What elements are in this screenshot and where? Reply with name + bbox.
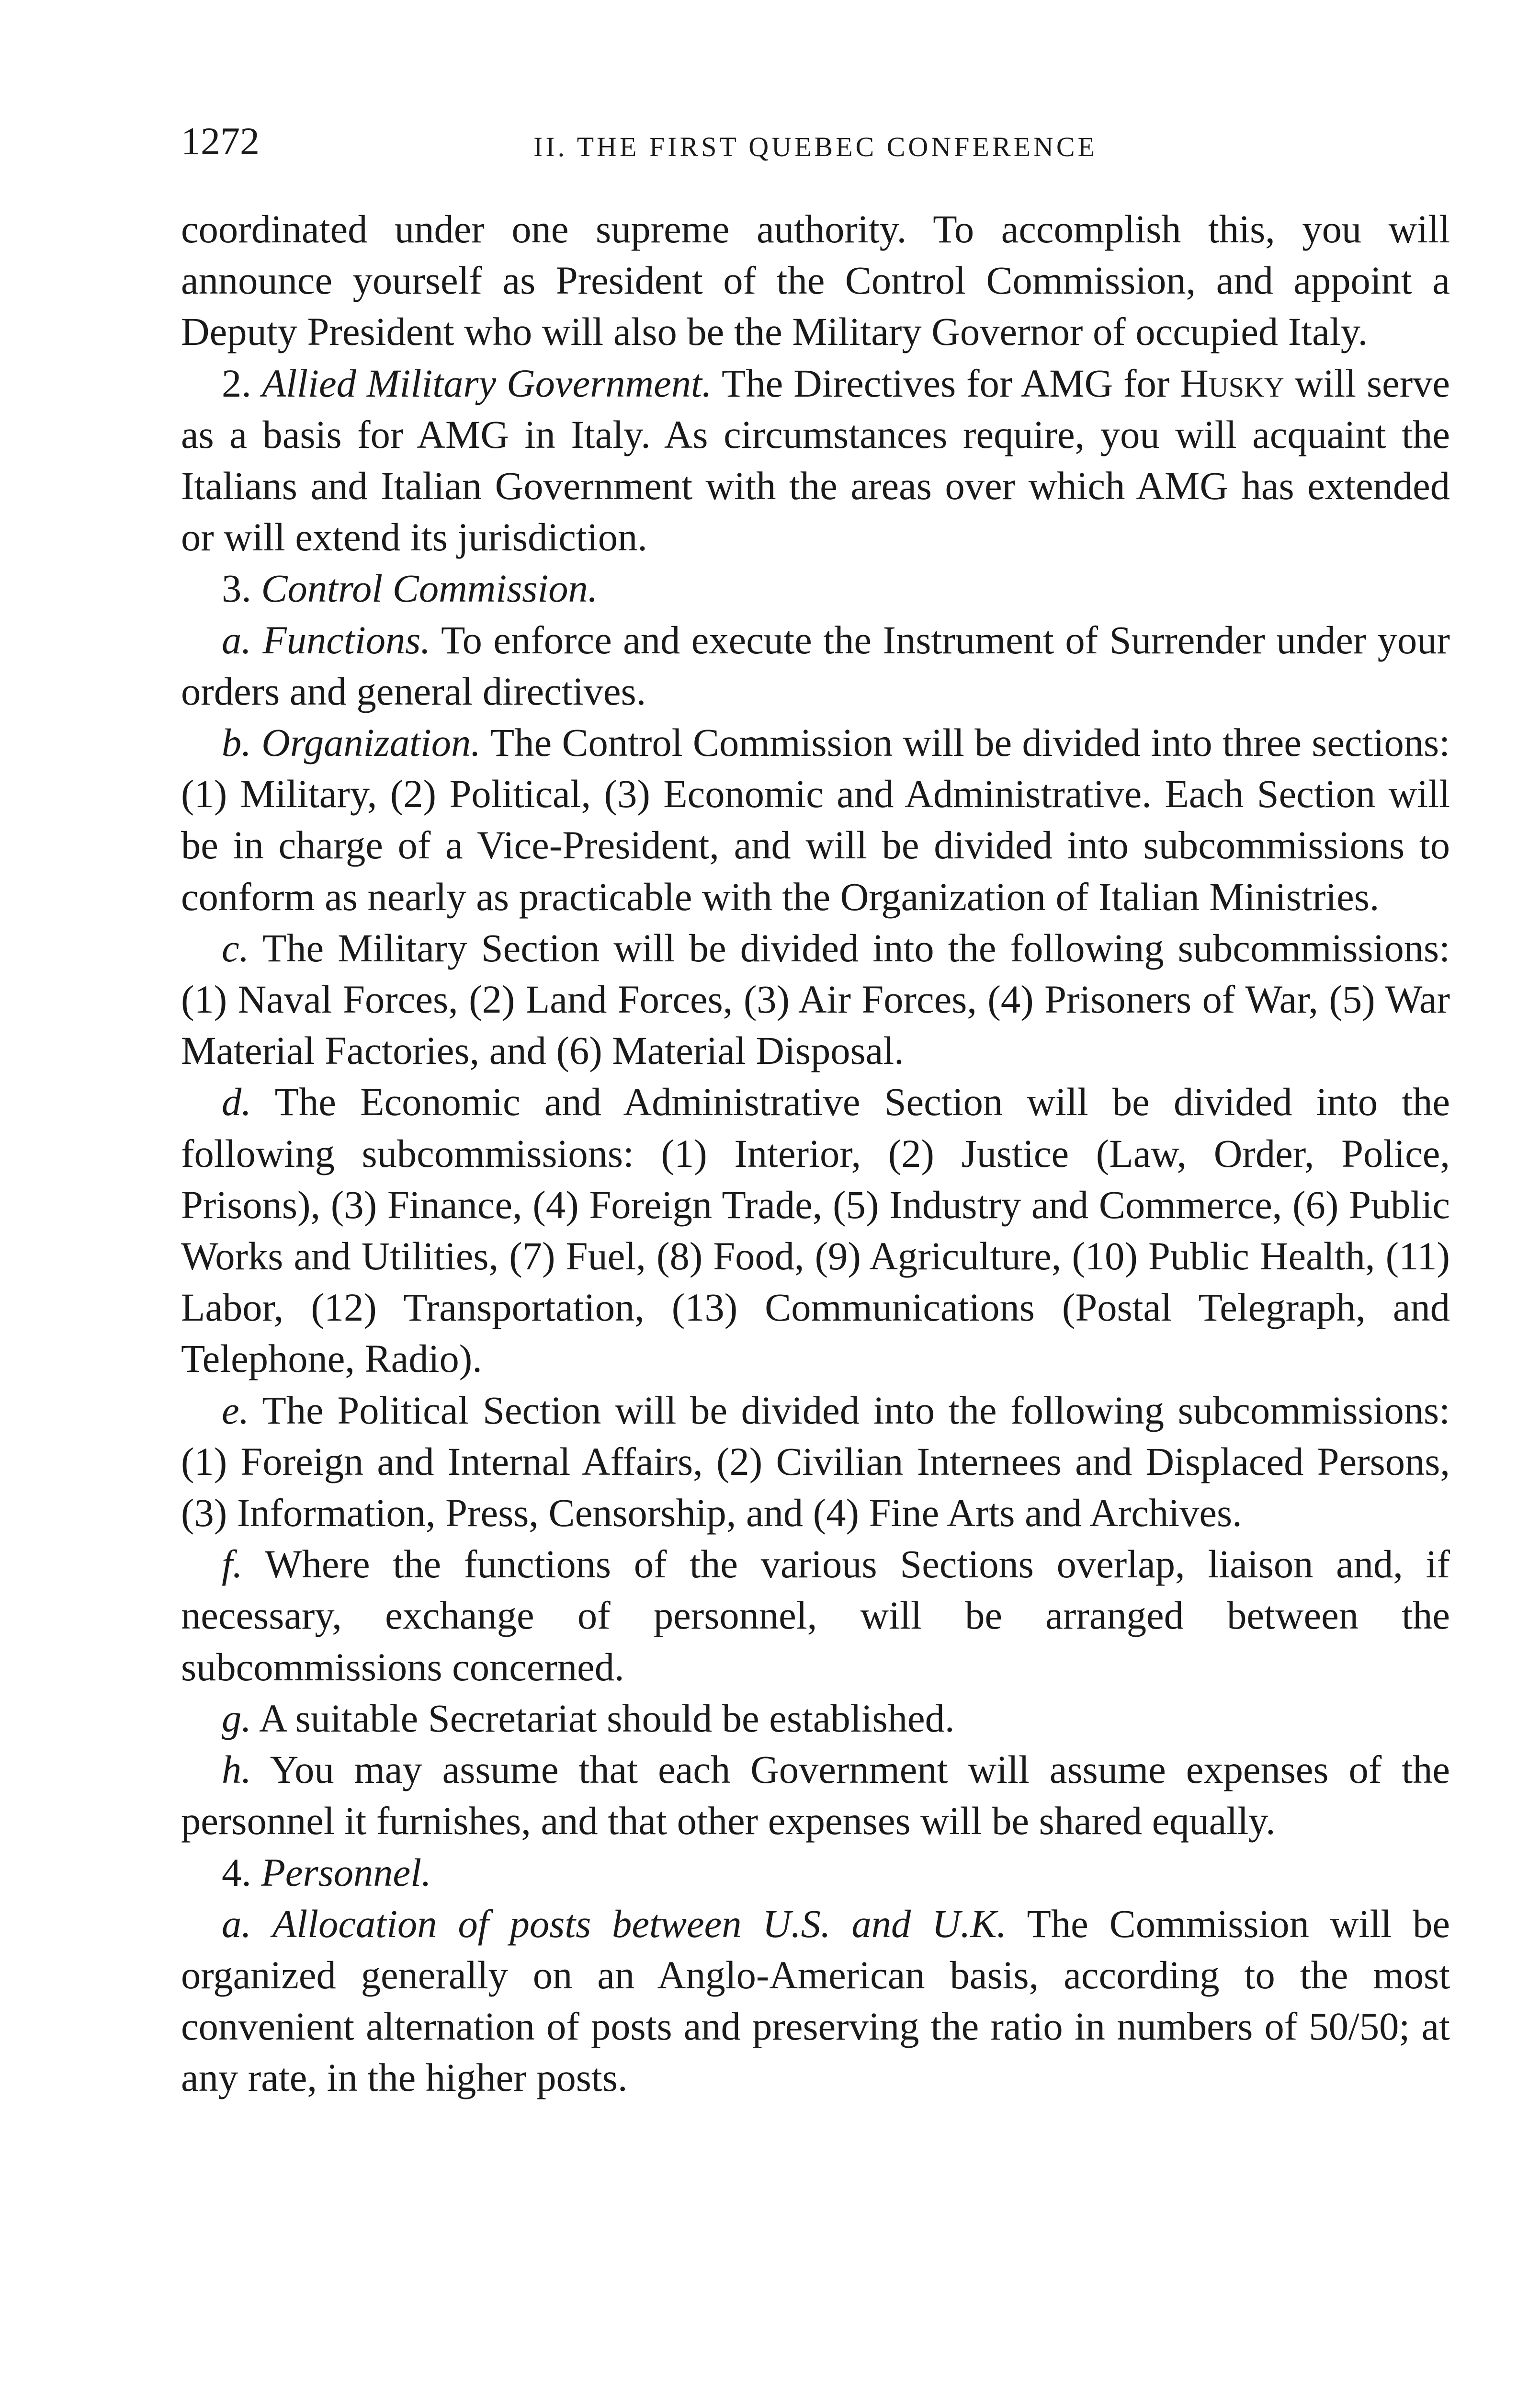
item-letter: d. [222,1080,251,1124]
paragraph-political-section [181,1385,1450,1539]
section-heading-control-commission [181,563,1450,614]
paragraph-text: A suitable Secretariat should be established. [259,1696,955,1740]
item-letter: g. [222,1696,251,1740]
paragraph-military-section [181,923,1450,1077]
item-heading: Allocation of posts between U.S. and U.K. [272,1901,1007,1946]
page-number: 1272 [181,119,260,163]
page-header [181,115,1450,168]
document-body [181,204,1450,2104]
section-heading: Personnel. [261,1850,431,1894]
paragraph-text: The Economic and Administrative Section will be divided into the following subcommissions: (1) Interior, (2) Justice (Law, Order, Police, Prisons), (3) Finance, (4) Foreign Trade, (5) Industry and Commerce, (6) Public Works and Utilities, (7) Fuel, (8) Food, (9) Agriculture, (10) Public Health, (11) Labor, (12) Transportation, (13) Communications (Postal Telegraph, and Telephone, Radio). [181,1080,1450,1381]
paragraph-allied-military-government [181,358,1450,563]
section-heading-personnel [181,1847,1450,1898]
item-letter: b. [222,720,251,765]
section-heading: Allied Military Government. [261,361,712,405]
item-heading: Organization. [261,720,481,765]
item-letter: f. [222,1542,243,1586]
code-name: Husky [1180,361,1284,405]
paragraph-liaison [181,1539,1450,1693]
paragraph-functions [181,615,1450,717]
paragraph-text: The Political Section will be divided into the following subcommissions: (1) Foreign and Internal Affairs, (2) Civilian Internees and Displaced Persons, (3) Information, Press, Censorship, and (4) Fine Arts and Archives. [181,1388,1450,1535]
paragraph-continuation [181,204,1450,358]
section-number: 4. [222,1850,251,1894]
section-heading: Control Commission. [261,566,598,611]
running-head: II. THE FIRST QUEBEC CONFERENCE [533,131,1098,162]
paragraph-expenses [181,1744,1450,1847]
paragraph-text: You may assume that each Government will assume expenses of the personnel it furnishes, and that other expenses will be shared equally. [181,1747,1450,1843]
paragraph-allocation-of-posts [181,1898,1450,2104]
item-letter: a. [222,617,251,662]
paragraph-text: coordinated under one supreme authority. To accomplish this, you will announce yourself as President of the Control Commission, and appoint a Deputy President who will also be the Military Governor of occupied Italy. [181,207,1450,354]
paragraph-text: Where the functions of the various Sections overlap, liaison and, if necessary, exchange of personnel, will be arranged between the subcommissions concerned. [181,1542,1450,1689]
item-letter: e. [222,1388,249,1432]
paragraph-economic-section [181,1076,1450,1384]
item-letter: a. [222,1901,251,1946]
paragraph-secretariat [181,1693,1450,1744]
paragraph-text: will serve as a basis for AMG in Italy. As circumstances require, you will acquaint the Italians and Italian Government with the areas over which AMG has extended or will extend its jurisdiction. [181,361,1450,559]
item-letter: h. [222,1747,251,1792]
paragraph-text: The Military Section will be divided into the following subcommissions: (1) Naval Forces, (2) Land Forces, (3) Air Forces, (4) Prisoners of War, (5) War Material Factories, and (6) Material Disposal. [181,925,1450,1073]
paragraph-organization [181,717,1450,923]
paragraph-text: The Control Commission will be divided into three sections: (1) Military, (2) Political, (3) Economic and Administrative. Each Section will be in charge of a Vice-President, and will be divided into subcommissions to conform as nearly as practicable with the Organization of Italian Ministries. [181,720,1450,919]
paragraph-text: The Directives for AMG for [721,361,1170,405]
section-number: 2. [222,361,251,405]
paragraph-text: The Commission will be organized generally on an Anglo-American basis, according to the most convenient alternation of posts and preserving the ratio in numbers of 50/50; at any rate, in the higher posts. [181,1901,1450,2100]
item-heading: Functions. [262,617,430,662]
section-number: 3. [222,566,251,611]
paragraph-text: To enforce and execute the Instrument of Surrender under your orders and general directives. [181,617,1450,713]
item-letter: c. [222,925,249,970]
